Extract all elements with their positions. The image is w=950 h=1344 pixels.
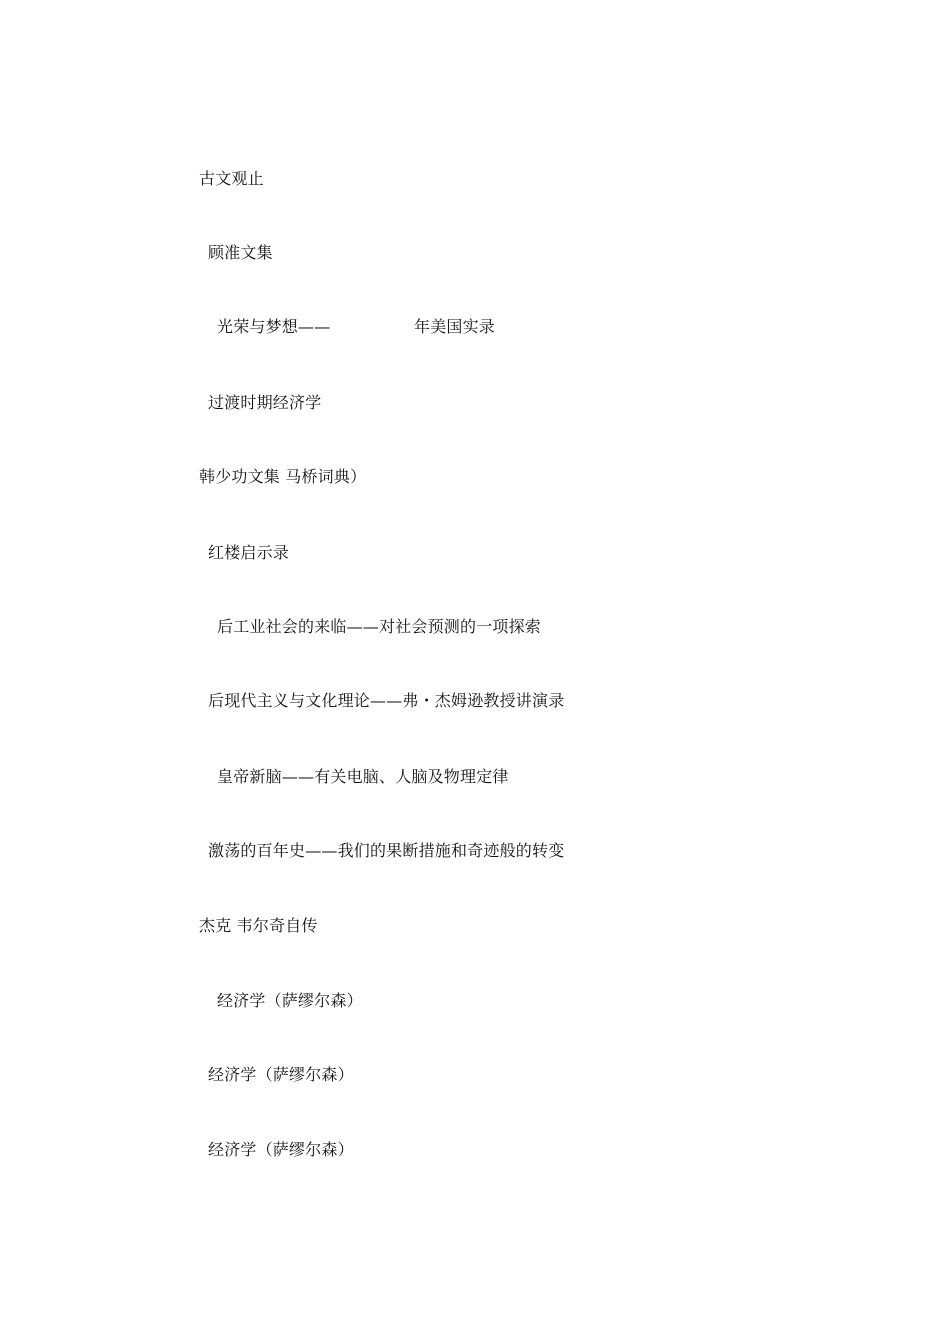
book-title-guangrong-yu-mengxiang: 光荣与梦想——	[217, 317, 331, 336]
book-title-jingjixue-3: 经济学（萨缪尔森）	[208, 1140, 354, 1159]
book-title-jieke-weierqi-zizhuan: 杰克 韦尔奇自传	[199, 916, 318, 935]
book-title-guwenguanzhi: 古文观止	[199, 169, 264, 188]
book-title-houxiandai-zhuyi: 后现代主义与文化理论——弗・杰姆逊教授讲演录	[208, 691, 565, 710]
book-title-honglou-qishilu: 红楼启示录	[208, 543, 290, 562]
book-title-hanshaogong-wenji: 韩少功文集 马桥词典）	[199, 467, 367, 486]
book-title-huangdi-xinnao: 皇帝新脑——有关电脑、人脑及物理定律	[217, 767, 509, 786]
book-title-jingjixue-2: 经济学（萨缪尔森）	[208, 1065, 354, 1084]
book-title-hougongye-shehui: 后工业社会的来临——对社会预测的一项探索	[217, 617, 542, 636]
book-title-jidang-de-bainianshi: 激荡的百年史——我们的果断措施和奇迹般的转变	[208, 841, 565, 860]
book-title-guodu-shiqi-jingjixue: 过渡时期经济学	[208, 393, 322, 412]
book-title-guzhun-wenji: 顾准文集	[208, 243, 273, 262]
book-title-jingjixue-1: 经济学（萨缪尔森）	[217, 991, 363, 1010]
book-title-guangrong-yu-mengxiang-subtitle: 年美国实录	[414, 317, 496, 336]
